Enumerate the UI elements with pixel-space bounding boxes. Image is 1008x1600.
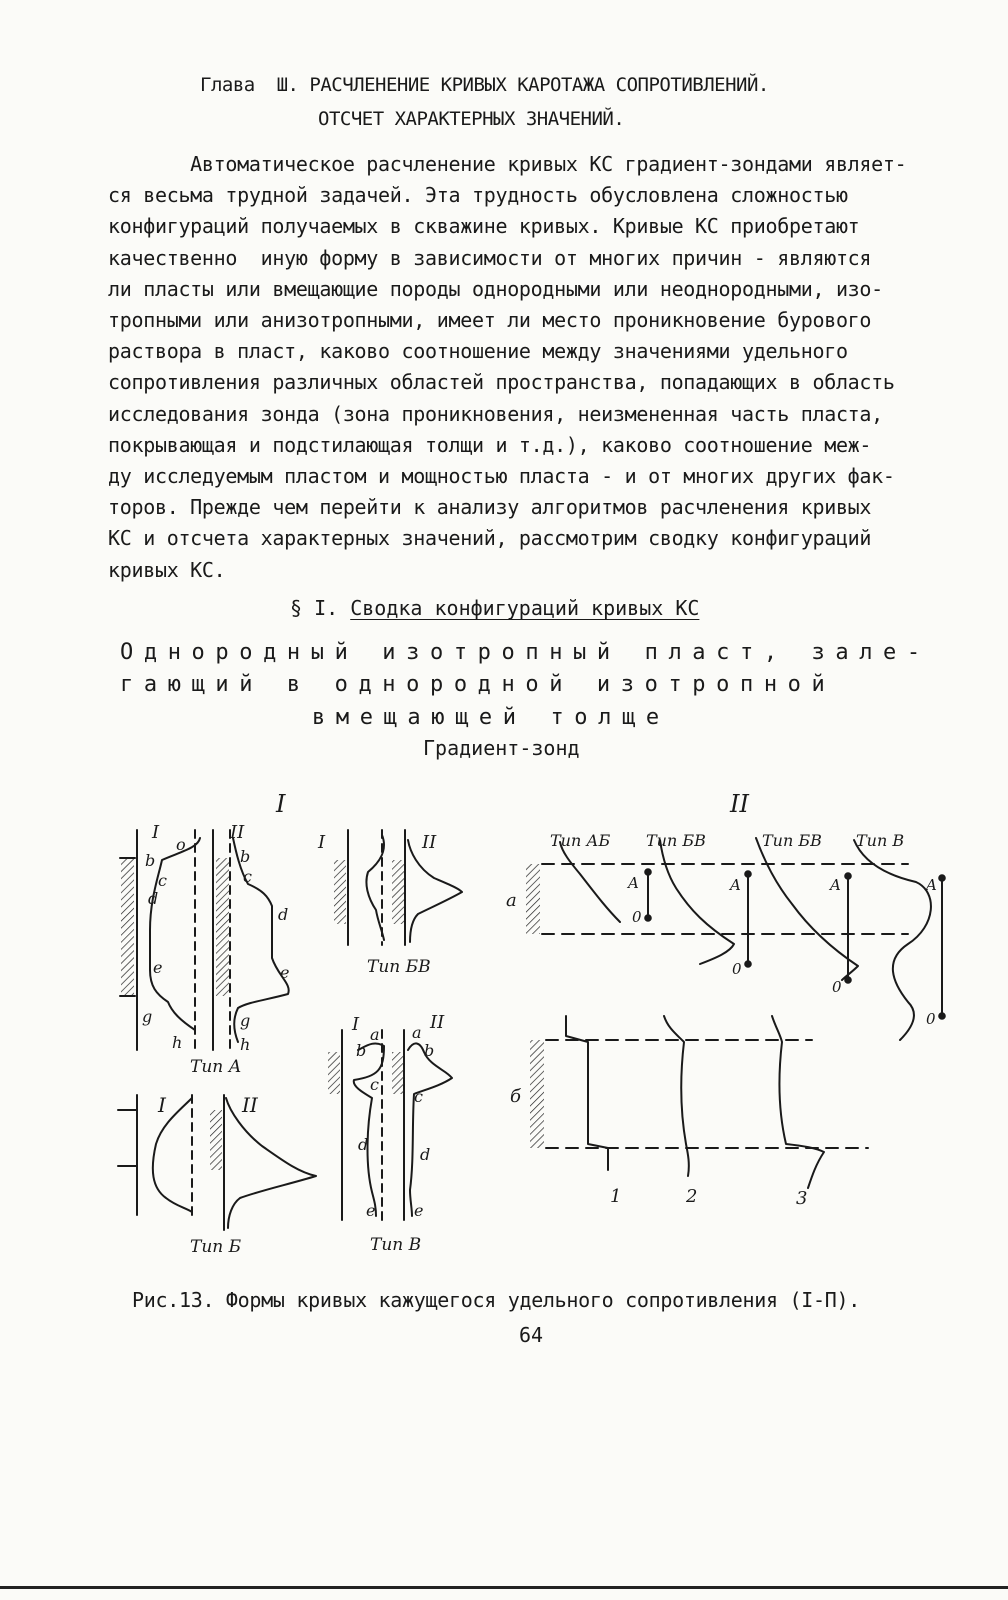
curve-type-ab [560, 842, 620, 922]
point-label-e: e [414, 1201, 424, 1220]
chapter-title-line2: ОТСЧЕТ ХАРАКТЕРНЫХ ЗНАЧЕНИЙ. [318, 108, 625, 130]
layer-hatch [328, 1052, 340, 1094]
type-a-diagram [120, 822, 289, 1077]
type-label-a: Тип А [190, 1057, 242, 1077]
curve-type-v-probe1 [354, 1043, 384, 1216]
point-label-a: a [370, 1025, 380, 1044]
point-label-a: a [412, 1023, 422, 1042]
marker-o-point [939, 1013, 945, 1019]
body-line: качественно иную форму в зависимости от многих причин - являются [108, 245, 872, 270]
type-b-diagram [118, 1093, 316, 1257]
point-label-d: d [148, 889, 159, 908]
body-line: Автоматическое расчленение кривых КС градиент-зондами являет- [108, 152, 907, 176]
page-number: 64 [519, 1323, 544, 1347]
probe-label-I: I [318, 832, 326, 853]
point-label-h: h [172, 1033, 183, 1052]
layer-hatch [530, 1040, 544, 1148]
body-line: ся весьма трудной задачей. Эта трудность обусловлена сложностью [108, 183, 848, 208]
point-label-c: c [414, 1087, 423, 1106]
point-label-c: c [243, 867, 252, 886]
type-label-v: Тип В [856, 831, 905, 850]
layer-hatch [216, 858, 229, 996]
row-a-diagram [506, 831, 945, 1040]
curve-number-2: 2 [686, 1186, 698, 1207]
probe-label-I: I [158, 1093, 166, 1117]
type-label-bv: Тип БВ [367, 957, 431, 977]
row-label-a: а [506, 890, 517, 911]
point-label-d: d [358, 1135, 369, 1154]
point-label-c: c [158, 871, 167, 890]
section-title: Сводка конфигураций кривых КС [350, 596, 700, 620]
section-number: § I. [290, 596, 351, 620]
page-bottom-border [0, 1586, 1008, 1589]
probe-label-I: I [152, 822, 160, 843]
subheading-line1: Однородный изотропный пласт, зале- [120, 640, 931, 665]
layer-hatch [392, 860, 404, 924]
point-label-e: e [280, 963, 290, 982]
body-line: кривых КС. [108, 557, 226, 582]
type-label-b: Тип Б [190, 1237, 242, 1257]
point-label-d: d [420, 1145, 431, 1164]
type-label-v: Тип В [370, 1235, 422, 1255]
point-label-A: A [830, 876, 841, 894]
type-v-diagram [328, 1012, 452, 1255]
curve-type-bv-2 [756, 838, 858, 980]
probe-label-I: I [352, 1014, 360, 1035]
curve-type-bv-1 [660, 840, 734, 964]
point-label-0: 0 [632, 908, 642, 926]
body-line: торов. Прежде чем перейти к анализу алгоритмов расчленения кривых [108, 495, 872, 520]
resistivity-curves-figure [0, 780, 1008, 1280]
point-label-b: b [240, 847, 251, 866]
curve-type-v-probe2 [408, 1043, 452, 1216]
point-label-A: A [926, 876, 937, 894]
body-line: конфигураций получаемых в скважине кривых. Кривые КС приобретают [108, 214, 860, 239]
curve-number-1: 1 [610, 1186, 622, 1207]
type-label-bv: Тип БВ [646, 831, 706, 850]
point-label-o: o [176, 835, 186, 854]
subheading-line3: вмещающей толще [312, 705, 670, 730]
probe-label-II: II [242, 1093, 258, 1117]
marker-o-point [645, 915, 651, 921]
layer-hatch [121, 858, 134, 996]
point-label-e: e [366, 1201, 376, 1220]
layer-hatch [334, 860, 346, 924]
point-label-d: d [278, 905, 289, 924]
body-line: ду исследуемым пластом и мощностью пласта - и от многих других фак- [108, 464, 895, 489]
body-line: КС и отсчета характерных значений, рассмотрим сводку конфигураций [108, 526, 872, 551]
point-label-0: 0 [832, 978, 842, 996]
subheading-line2: гающий в однородной изотропной [120, 672, 836, 697]
body-line: раствора в пласт, каково соотношение между значениями удельного [108, 339, 848, 364]
point-label-b: b [145, 851, 156, 870]
point-label-0: 0 [732, 960, 742, 978]
body-line: сопротивления различных областей пространства, попадающих в область [108, 370, 895, 395]
body-line: покрывающая и подстилающая толщи и т.д.), каково соотношение меж- [108, 432, 872, 457]
point-label-A: A [628, 874, 639, 892]
marker-o-point [845, 977, 851, 983]
type-label-bv: Тип БВ [762, 831, 822, 850]
curve-type-v [854, 840, 931, 1040]
type-bv-diagram [317, 830, 462, 977]
point-label-g: g [142, 1007, 153, 1026]
type-label-ab: Тип АБ [550, 831, 611, 850]
point-label-e: e [153, 958, 163, 977]
layer-hatch [210, 1110, 222, 1170]
point-label-b: b [356, 1041, 367, 1060]
point-label-A: A [730, 876, 741, 894]
body-line: тропными или анизотропными, имеет ли место проникновение бурового [108, 308, 872, 333]
marker-a-point [645, 869, 651, 875]
curve-type-bv-probe2 [408, 840, 462, 942]
body-line: ли пласты или вмещающие породы однородными или неоднородными, изо- [108, 276, 883, 301]
probe-label-II: II [430, 1012, 445, 1033]
figure-caption: Рис.13. Формы кривых кажущегося удельного сопротивления (I-П). [132, 1288, 860, 1312]
row-label-b: б [510, 1086, 521, 1107]
curve-type-a-probe1 [150, 838, 200, 1030]
point-label-h: h [240, 1035, 251, 1054]
marker-a-point [939, 875, 945, 881]
point-label-0: 0 [926, 1010, 936, 1028]
row-b-diagram [510, 1016, 868, 1209]
body-line: исследования зонда (зона проникновения, неизмененная часть пласта, [108, 401, 883, 426]
marker-o-point [745, 961, 751, 967]
probe-label-II: II [422, 832, 437, 853]
marker-a-point [845, 873, 851, 879]
point-label-c: c [370, 1075, 379, 1094]
chapter-title-line1: Глава Ш. РАСЧЛЕНЕНИЕ КРИВЫХ КАРОТАЖА СОПРОТИВЛЕНИЙ. [200, 74, 769, 96]
probe-heading: Градиент-зонд [423, 736, 580, 760]
marker-a-point [745, 871, 751, 877]
curve-type-b-probe2 [226, 1098, 316, 1228]
group-label-II: II [730, 790, 749, 818]
body-text [108, 149, 988, 586]
layer-hatch [392, 1052, 404, 1094]
layer-hatch [526, 864, 540, 934]
point-label-b: b [424, 1041, 435, 1060]
probe-label-II: II [230, 822, 245, 843]
group-label-I: I [276, 790, 286, 818]
section-heading [290, 596, 699, 620]
curve-number-3: 3 [796, 1188, 808, 1209]
point-label-g: g [240, 1011, 251, 1030]
curve-3 [772, 1016, 824, 1188]
